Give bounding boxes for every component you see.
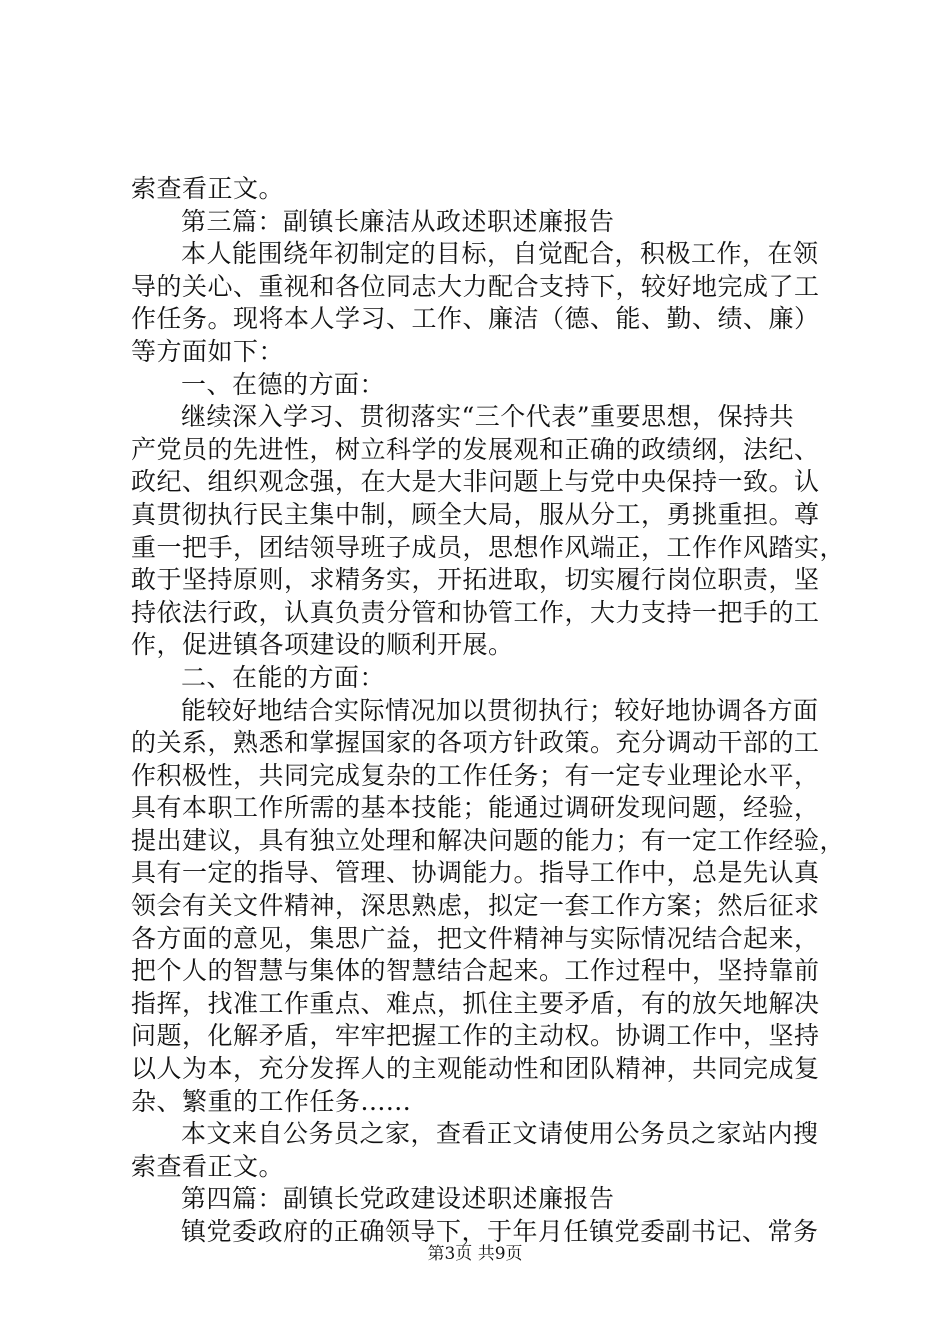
text-line: 持依法行政，认真负责分管和协管工作，大力支持一把手的工 (131, 597, 820, 627)
text-line: 具有一定的指导、管理、协调能力。指导工作中，总是先认真 (131, 858, 820, 888)
section-heading: 第三篇：副镇长廉洁从政述职述廉报告 (181, 206, 615, 236)
text-line: 指挥，找准工作重点、难点，抓住主要矛盾，有的放矢地解决 (131, 988, 820, 1018)
text-line: 把个人的智慧与集体的智慧结合起来。工作过程中，坚持靠前 (131, 956, 820, 986)
text-line: 产党员的先进性，树立科学的发展观和正确的政绩纲，法纪、 (131, 434, 820, 464)
text-line: 导的关心、重视和各位同志大力配合支持下，较好地完成了工 (131, 271, 820, 301)
subsection-heading: 二、在能的方面： (181, 662, 386, 692)
text-line: 作积极性，共同完成复杂的工作任务；有一定专业理论水平， (131, 760, 820, 790)
text-line: 提出建议，具有独立处理和解决问题的能力；有一定工作经验， (131, 825, 846, 855)
text-line: 能较好地结合实际情况加以贯彻执行；较好地协调各方面 (181, 695, 819, 725)
text-line: 重一把手，团结领导班子成员，思想作风端正，工作作风踏实， (131, 532, 846, 562)
text-line: 具有本职工作所需的基本技能；能通过调研发现问题，经验， (131, 793, 820, 823)
text-line: 敢于坚持原则，求精务实，开拓进取，切实履行岗位职责，坚 (131, 565, 820, 595)
text-line: 领会有关文件精神，深思熟虑，拟定一套工作方案；然后征求 (131, 891, 820, 921)
text-line: 问题，化解矛盾，牢牢把握工作的主动权。协调工作中，坚持 (131, 1021, 820, 1051)
page-footer (0, 1243, 950, 1265)
text-line: 政纪、组织观念强，在大是大非问题上与党中央保持一致。认 (131, 467, 820, 497)
text-line: 真贯彻执行民主集中制，顾全大局，服从分工，勇挑重担。尊 (131, 499, 820, 529)
section-heading: 第四篇：副镇长党政建设述职述廉报告 (181, 1184, 615, 1214)
text-line: 杂、繁重的工作任务...... (131, 1086, 412, 1116)
page-number: 第3页 共9页 (427, 1244, 523, 1264)
text-line: 索查看正文。 (131, 1151, 285, 1181)
text-line: 索查看正文。 (131, 174, 285, 203)
text-line: 作，促进镇各项建设的顺利开展。 (131, 630, 514, 660)
text-line: 本文来自公务员之家，查看正文请使用公务员之家站内搜 (181, 1119, 819, 1149)
text-line: 各方面的意见，集思广益，把文件精神与实际情况结合起来， (131, 923, 820, 953)
document-body (131, 173, 846, 1249)
text-line: 作任务。现将本人学习、工作、廉洁（德、能、勤、绩、廉） (131, 304, 820, 334)
text-line: 的关系，熟悉和掌握国家的各项方针政策。充分调动干部的工 (131, 728, 820, 758)
text-line: 等方面如下： (131, 336, 285, 366)
text-line: 以人为本，充分发挥人的主观能动性和团队精神，共同完成复 (131, 1054, 820, 1084)
text-line: 本人能围绕年初制定的目标，自觉配合，积极工作，在领 (181, 239, 819, 269)
text-line: 镇党委政府的正确领导下，于年月任镇党委副书记、常务 (181, 1217, 819, 1246)
subsection-heading: 一、在德的方面： (181, 369, 386, 399)
text-line: 继续深入学习、贯彻落实“三个代表”重要思想，保持共 (181, 402, 795, 432)
